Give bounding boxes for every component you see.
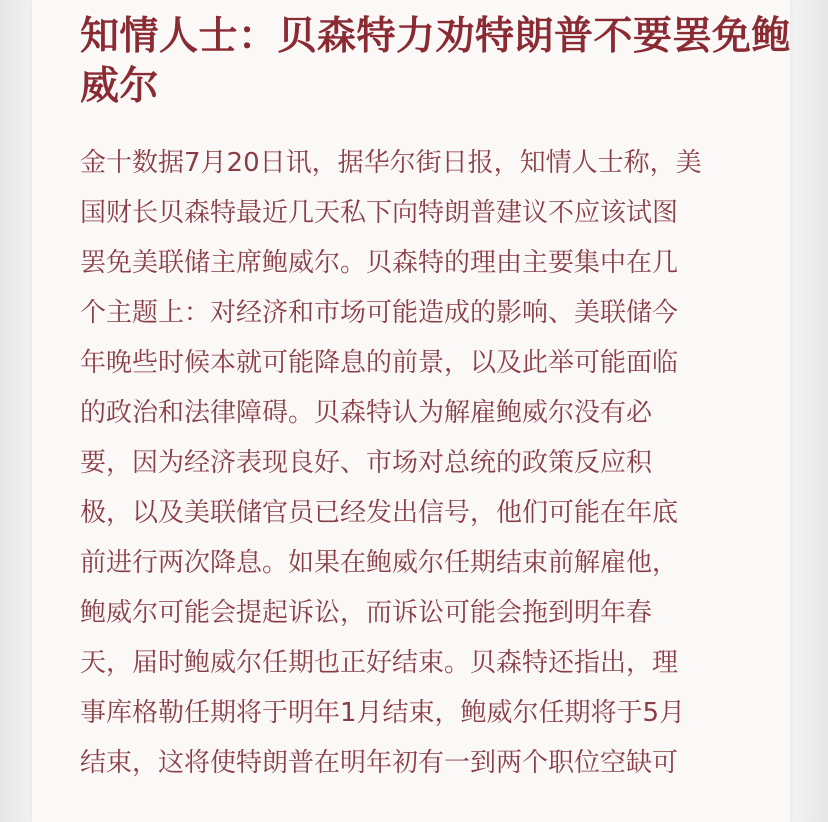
body-line: 结束，这将使特朗普在明年初有一到两个职位空缺可 xyxy=(80,748,679,778)
body-line: 鲍威尔可能会提起诉讼，而诉讼可能会拖到明年春 xyxy=(80,598,653,628)
article-body xyxy=(80,138,748,788)
body-line: 金十数据7月20日讯，据华尔街日报，知情人士称，美 xyxy=(80,148,702,178)
body-line: 年晚些时候本就可能降息的前景，以及此举可能面临 xyxy=(80,348,679,378)
body-line: 要，因为经济表现良好、市场对总统的政策反应积 xyxy=(80,448,653,478)
body-line: 事库格勒任期将于明年1月结束，鲍威尔任期将于5月 xyxy=(80,698,686,728)
body-line: 的政治和法律障碍。贝森特认为解雇鲍威尔没有必 xyxy=(80,398,653,428)
body-line: 天，届时鲍威尔任期也正好结束。贝森特还指出，理 xyxy=(80,648,679,678)
article-headline xyxy=(80,8,792,109)
body-line: 前进行两次降息。如果在鲍威尔任期结束前解雇他， xyxy=(80,548,679,578)
headline-line: 知情人士：贝森特力劝特朗普不要罢免鲍 xyxy=(80,14,792,59)
body-line: 个主题上：对经济和市场可能造成的影响、美联储今 xyxy=(80,298,679,328)
body-line: 极，以及美联储官员已经发出信号，他们可能在年底 xyxy=(80,498,679,528)
headline-line: 威尔 xyxy=(80,64,160,109)
body-line: 国财长贝森特最近几天私下向特朗普建议不应该试图 xyxy=(80,198,679,228)
body-line: 罢免美联储主席鲍威尔。贝森特的理由主要集中在几 xyxy=(80,248,679,278)
